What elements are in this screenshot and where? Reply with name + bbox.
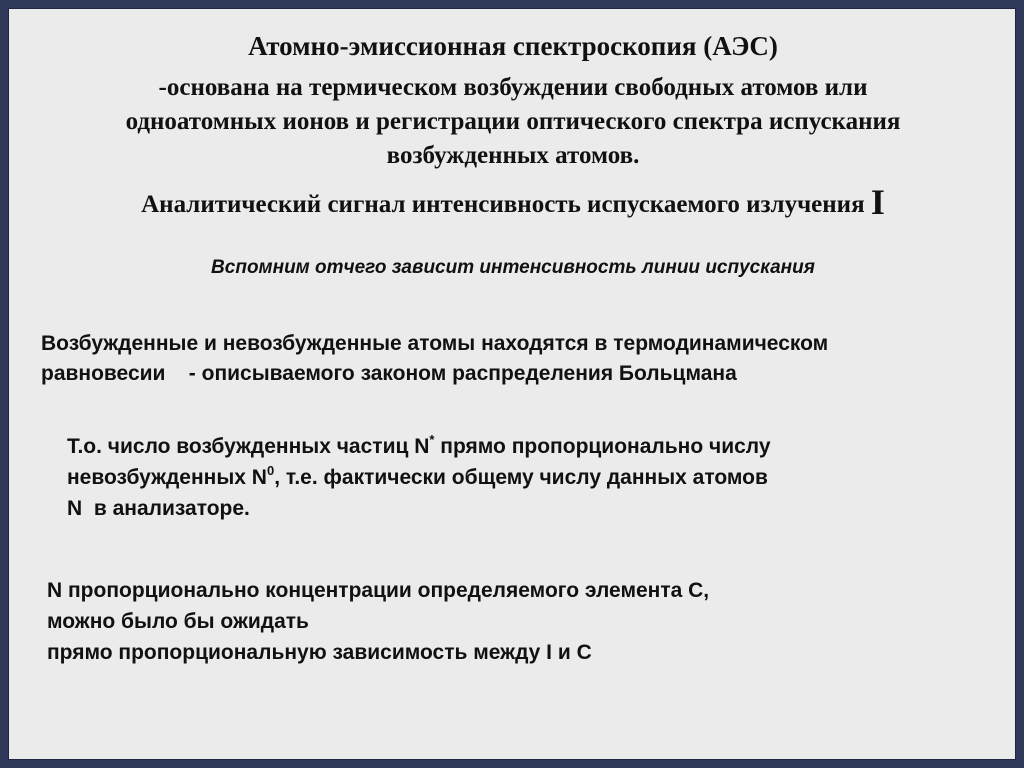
intro-text bbox=[9, 71, 1017, 173]
slide-title: Атомно-эмиссионная спектроскопия (АЭС) bbox=[248, 31, 778, 61]
paragraph-line: Возбужденные и невозбужденные атомы находятся в термодинамическом bbox=[41, 332, 829, 355]
paragraph-line: можно было бы ожидать bbox=[47, 610, 309, 633]
text-segment: невозбужденных N bbox=[67, 466, 267, 489]
text-segment: прямо пропорционально числу bbox=[434, 435, 771, 458]
paragraph-line: прямо пропорциональную зависимость между I и С bbox=[47, 641, 592, 664]
excited-particles-paragraph bbox=[67, 431, 771, 524]
superscript: * bbox=[429, 432, 435, 447]
intro-line: возбужденных атомов. bbox=[386, 142, 640, 169]
signal-text: Аналитический сигнал интенсивность испускаемого излучения bbox=[141, 191, 865, 218]
signal-symbol: I bbox=[870, 182, 885, 222]
text-segment: Т.о. число возбужденных частиц N bbox=[67, 435, 430, 458]
analytical-signal bbox=[9, 181, 1017, 223]
superscript: 0 bbox=[266, 463, 275, 478]
paragraph-line: N в анализаторе. bbox=[67, 497, 250, 520]
paragraph-line: равновесии - описываемого законом распределения Больцмана bbox=[41, 362, 737, 385]
slide bbox=[8, 8, 1016, 760]
intro-line: -основана на термическом возбуждении свободных атомов или bbox=[158, 74, 868, 101]
recall-heading: Вспомним отчего зависит интенсивность линии испускания bbox=[211, 257, 815, 278]
text-segment: , т.е. фактически общему числу данных атомов bbox=[274, 466, 768, 489]
paragraph-line: N пропорционально концентрации определяемого элемента С, bbox=[47, 579, 710, 602]
paragraph-line bbox=[67, 431, 771, 462]
intro-line: одноатомных ионов и регистрации оптического спектра испускания bbox=[125, 108, 901, 135]
concentration-paragraph bbox=[47, 575, 709, 668]
boltzmann-paragraph bbox=[41, 329, 828, 389]
paragraph-line bbox=[67, 462, 771, 493]
